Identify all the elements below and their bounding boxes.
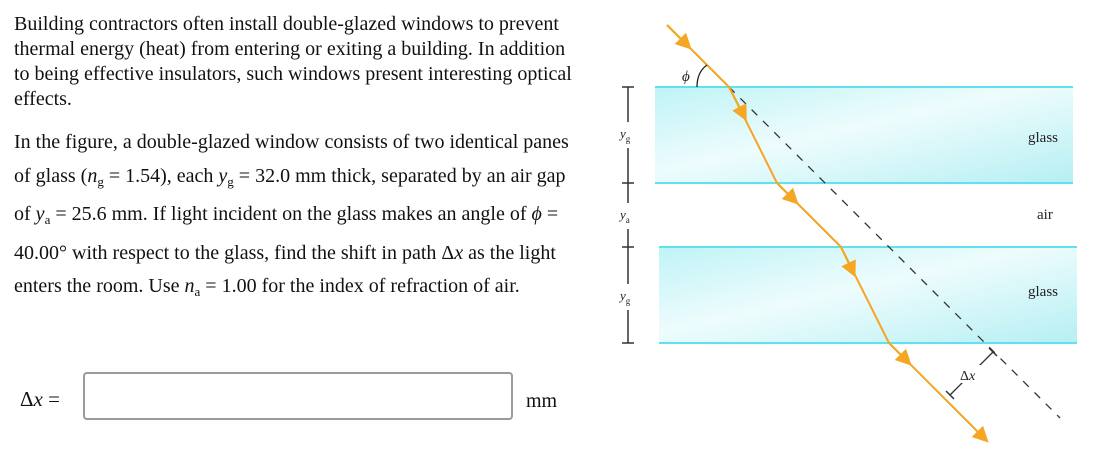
details-text-2: = 1.54), each <box>103 164 219 187</box>
ray-exit-mid-arrow <box>889 343 906 360</box>
ray-air-gap-arrow <box>777 183 793 199</box>
answer-unit: mm <box>526 390 558 412</box>
details-text-4: = 25.6 mm. If light incident on the glass makes an angle of <box>50 203 532 225</box>
phi-symbol: ϕ <box>531 203 542 225</box>
window-figure <box>600 0 1110 470</box>
shift-label: Δx <box>960 369 976 384</box>
problem-paragraph-intro: Building contractors often install double-glazed windows to prevent thermal energy (heat) from entering or exiting a building. In addition to being effective insulators, such windows present interesting optical effects. <box>14 13 572 110</box>
x-symbol: x <box>454 241 464 264</box>
dim-label-yg-top: $y_g$ <box>620 126 631 144</box>
problem-statement <box>14 12 584 309</box>
na-symbol: n <box>184 275 195 297</box>
dim-label-yg-bottom: $y_g$ <box>620 288 631 306</box>
label-glass-top: glass <box>1028 130 1058 146</box>
answer-input[interactable] <box>83 372 513 420</box>
ng-symbol: n <box>87 164 98 187</box>
label-air: air <box>1037 207 1053 223</box>
angle-phi-arc <box>697 65 707 87</box>
yg-subscript: g <box>227 173 234 189</box>
answer-label-x: x <box>33 387 43 411</box>
label-glass-bottom: glass <box>1028 284 1058 300</box>
na-subscript: a <box>194 284 201 299</box>
ya-subscript: a <box>44 212 51 227</box>
glass-pane-bottom <box>659 247 1077 343</box>
dim-label-ya: $y_a$ <box>620 207 630 225</box>
problem-paragraph-details <box>14 126 584 309</box>
details-text-6: as the light enters the room. Use <box>14 241 556 297</box>
ya-symbol: y <box>35 203 45 225</box>
ng-subscript: g <box>97 173 104 189</box>
ray-incident-arrow <box>667 25 686 44</box>
glass-pane-top <box>655 87 1073 183</box>
details-text-7: = 1.00 for the index of refraction of air. <box>200 275 520 297</box>
yg-symbol: y <box>218 164 228 187</box>
angle-phi-label: ϕ <box>682 69 690 85</box>
details-text-5: = 40.00° with respect to the glass, find the shift in path Δ <box>14 203 559 264</box>
details-text-3: = 32.0 mm thick, separated by an air gap of <box>14 164 566 225</box>
answer-label-equals: = <box>42 387 60 411</box>
answer-label <box>20 387 60 412</box>
details-text-1: In the figure, a double-glazed window consists of two identical panes of glass ( <box>14 131 569 187</box>
answer-label-delta: Δ <box>20 387 34 411</box>
